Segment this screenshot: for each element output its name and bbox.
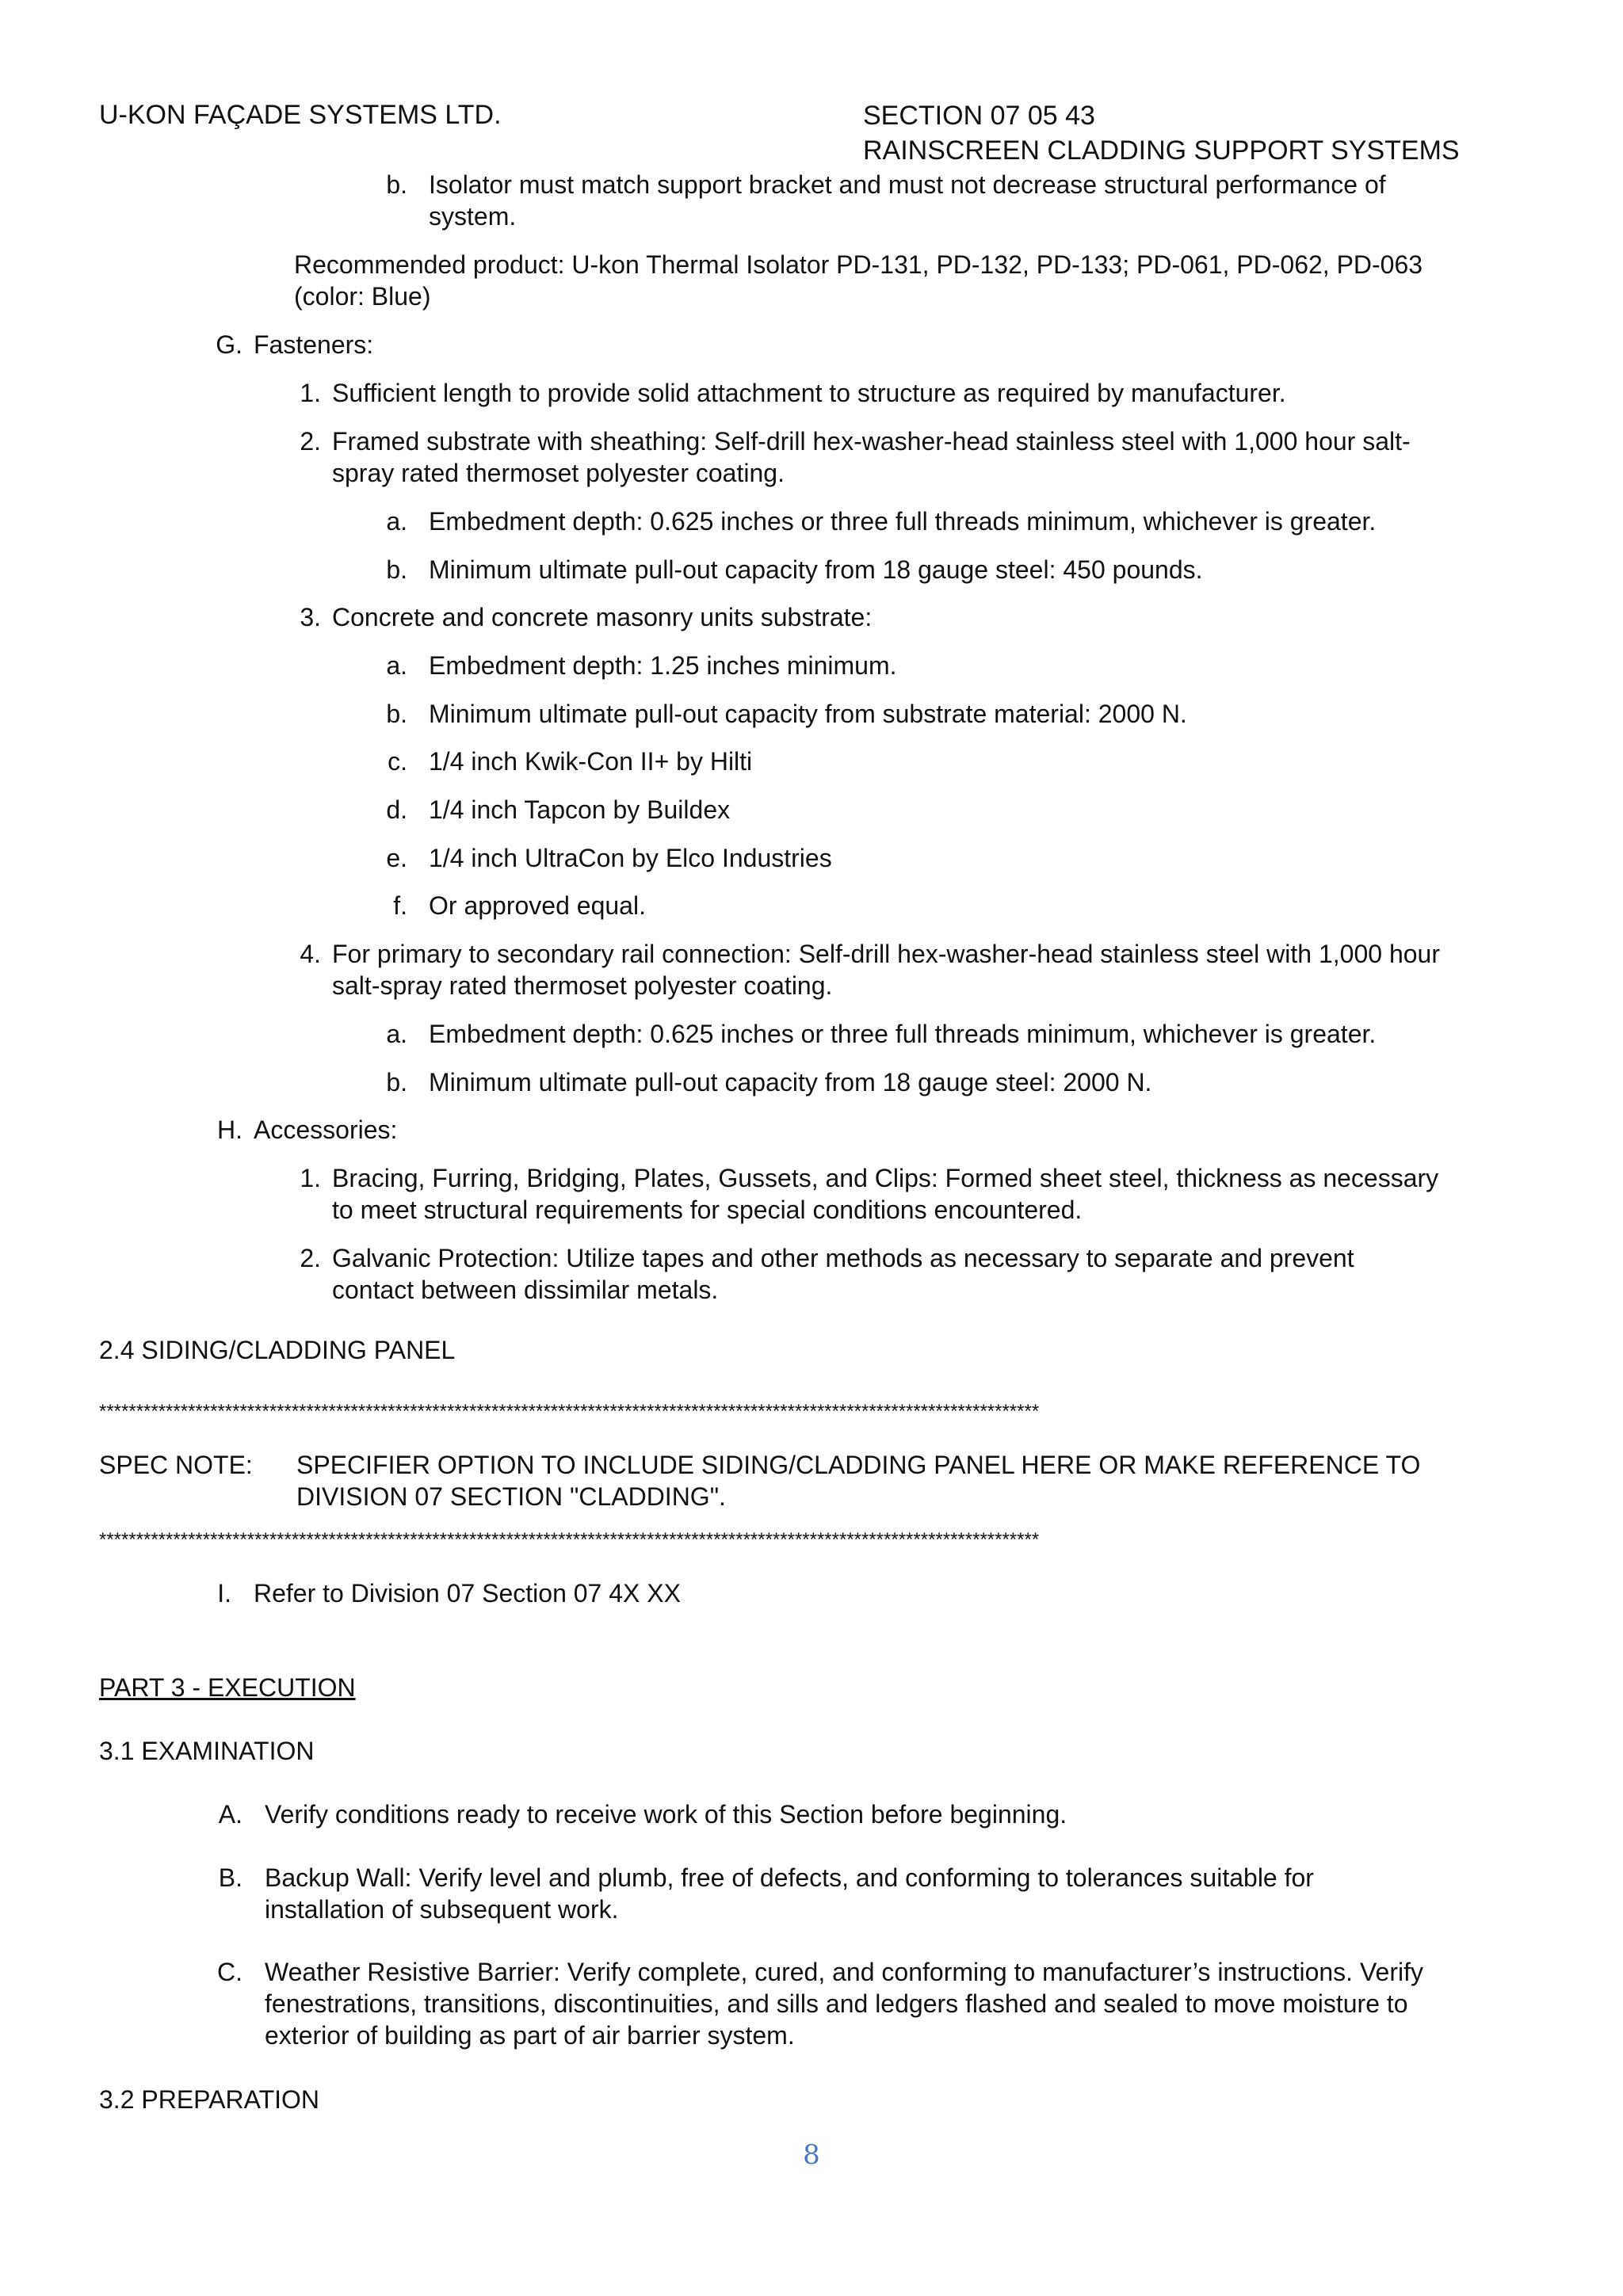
list-marker: a. (386, 1020, 407, 1048)
examination-item-b-line1: Backup Wall: Verify level and plumb, free of defects, and conforming to tolerances suitable for (265, 1863, 1314, 1892)
list-marker: C. (217, 1958, 242, 1986)
list-marker: 2. (300, 427, 321, 456)
header-section-title: RAINSCREEN CLADDING SUPPORT SYSTEMS (863, 135, 1460, 166)
list-marker: a. (386, 651, 407, 680)
fasteners-item-3d: 1/4 inch Tapcon by Buildex (429, 795, 731, 824)
header-company: U-KON FAÇADE SYSTEMS LTD. (99, 100, 502, 130)
examination-item-c-line1: Weather Resistive Barrier: Verify complete, cured, and conforming to manufacturer’s instructions. Verify (265, 1958, 1423, 1986)
fasteners-item-3a: Embedment depth: 1.25 inches minimum. (429, 651, 897, 680)
header-section-number: SECTION 07 05 43 (863, 101, 1095, 131)
recommended-product-line1: Recommended product: U-kon Thermal Isolator PD-131, PD-132, PD-133; PD-061, PD-062, PD-063 (294, 250, 1423, 279)
accessories-item-1-line2: to meet structural requirements for special conditions encountered. (332, 1196, 1083, 1224)
siding-item-i: Refer to Division 07 Section 07 4X XX (254, 1579, 681, 1608)
list-marker: I. (217, 1579, 231, 1608)
fasteners-item-2-line2: spray rated thermoset polyester coating. (332, 459, 785, 487)
list-marker: 3. (300, 603, 321, 631)
fasteners-item-4-line2: salt-spray rated thermoset polyester coating. (332, 971, 833, 1000)
fasteners-item-2-line1: Framed substrate with sheathing: Self-drill hex-washer-head stainless steel with 1,000 hour salt- (332, 427, 1411, 456)
fasteners-item-3: Concrete and concrete masonry units substrate: (332, 603, 873, 631)
examination-item-a: Verify conditions ready to receive work of this Section before beginning. (265, 1800, 1067, 1829)
spec-note-label: SPEC NOTE: (99, 1451, 253, 1479)
list-marker: A. (218, 1800, 242, 1829)
list-marker: b. (386, 170, 407, 199)
section-heading-examination: 3.1 EXAMINATION (99, 1737, 315, 1765)
section-heading-siding: 2.4 SIDING/CLADDING PANEL (99, 1336, 456, 1364)
list-marker: 1. (300, 1164, 321, 1192)
fasteners-heading: Fasteners: (254, 330, 374, 359)
recommended-product-line2: (color: Blue) (294, 282, 431, 311)
examination-item-b-line2: installation of subsequent work. (265, 1895, 619, 1924)
fasteners-item-1: Sufficient length to provide solid attachment to structure as required by manufacturer. (332, 379, 1286, 407)
list-marker: G. (216, 330, 242, 359)
page-number: 8 (803, 2139, 820, 2171)
spec-note-line1: SPECIFIER OPTION TO INCLUDE SIDING/CLADDING PANEL HERE OR MAKE REFERENCE TO (296, 1451, 1421, 1479)
fasteners-item-3f: Or approved equal. (429, 891, 646, 920)
spec-note-line2: DIVISION 07 SECTION "CLADDING". (296, 1482, 726, 1511)
list-marker: a. (386, 507, 407, 536)
header-section-block (863, 98, 1460, 168)
examination-item-c-line3: exterior of building as part of air barrier system. (265, 2021, 795, 2050)
list-marker: d. (386, 795, 407, 824)
list-marker: b. (386, 555, 407, 584)
part-heading: PART 3 - EXECUTION (99, 1673, 356, 1702)
list-marker: b. (386, 700, 407, 728)
examination-item-c-line2: fenestrations, transitions, discontinuities, and sills and ledgers flashed and sealed to move moisture to (265, 1989, 1408, 2018)
fasteners-item-4-line1: For primary to secondary rail connection: Self-drill hex-washer-head stainless steel with 1,000 hour (332, 940, 1440, 968)
separator-stars-top: ******************************************************************************************************************************* (99, 1401, 1040, 1422)
list-marker: B. (218, 1863, 242, 1892)
list-marker: e. (386, 844, 407, 872)
fasteners-item-2a: Embedment depth: 0.625 inches or three full threads minimum, whichever is greater. (429, 507, 1377, 536)
list-marker: 2. (300, 1244, 321, 1272)
list-marker: 4. (300, 940, 321, 968)
list-marker: f. (393, 891, 407, 920)
list-marker: b. (386, 1068, 407, 1097)
accessories-item-2-line2: contact between dissimilar metals. (332, 1276, 719, 1304)
isolator-b-text-line2: system. (429, 202, 517, 231)
isolator-b-text-line1: Isolator must match support bracket and must not decrease structural performance of (429, 170, 1386, 199)
separator-stars-bottom: ******************************************************************************************************************************* (99, 1529, 1040, 1550)
fasteners-item-2b: Minimum ultimate pull-out capacity from 18 gauge steel: 450 pounds. (429, 555, 1203, 584)
accessories-heading: Accessories: (254, 1116, 398, 1144)
accessories-item-1-line1: Bracing, Furring, Bridging, Plates, Gussets, and Clips: Formed sheet steel, thickness as necessary (332, 1164, 1439, 1192)
fasteners-item-3e: 1/4 inch UltraCon by Elco Industries (429, 844, 832, 872)
fasteners-item-4b: Minimum ultimate pull-out capacity from 18 gauge steel: 2000 N. (429, 1068, 1152, 1097)
list-marker: 1. (300, 379, 321, 407)
section-heading-preparation: 3.2 PREPARATION (99, 2085, 319, 2114)
fasteners-item-3b: Minimum ultimate pull-out capacity from substrate material: 2000 N. (429, 700, 1187, 728)
list-marker: H. (217, 1116, 242, 1144)
list-marker: c. (388, 747, 407, 776)
fasteners-item-4a: Embedment depth: 0.625 inches or three full threads minimum, whichever is greater. (429, 1020, 1377, 1048)
fasteners-item-3c: 1/4 inch Kwik-Con II+ by Hilti (429, 747, 753, 776)
accessories-item-2-line1: Galvanic Protection: Utilize tapes and other methods as necessary to separate and prevent (332, 1244, 1354, 1272)
